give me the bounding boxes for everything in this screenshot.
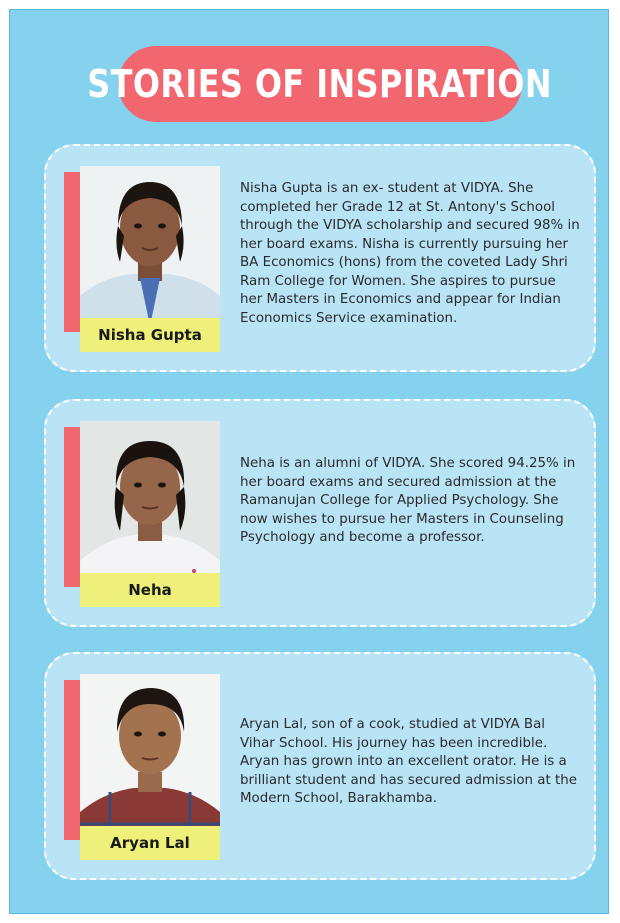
poster-frame xyxy=(10,10,608,913)
portrait-photo xyxy=(80,674,220,860)
story-card-neha xyxy=(44,399,596,627)
accent-bar xyxy=(64,172,80,332)
story-text: Nisha Gupta is an ex- student at VIDYA. She completed her Grade 12 at St. Antony's School through the VIDYA scholarship and secured 98% in her board exams. Nisha is currently pursuing her BA Economics (hons) from the coveted Lady Shri Ram College for Women. She aspires to pursue her Masters in Economics and appear for Indian Economics Service examination. xyxy=(240,181,580,326)
accent-bar xyxy=(64,680,80,840)
story-card-nisha xyxy=(44,144,596,372)
student-name: Aryan Lal xyxy=(80,826,220,860)
title-banner xyxy=(87,46,553,122)
portrait-photo xyxy=(80,421,220,607)
portrait-photo xyxy=(80,166,220,352)
student-name: Neha xyxy=(80,573,220,607)
story-text: Aryan Lal, son of a cook, studied at VIDYA Bal Vihar School. His journey has been incredible. Aryan has grown into an excellent orator. He is a brilliant student and has secured admission at the Modern School, Barakhamba. xyxy=(240,717,577,806)
student-name: Nisha Gupta xyxy=(80,318,220,352)
page-title: STORIES OF INSPIRATION xyxy=(87,62,553,106)
story-card-aryan xyxy=(44,652,596,880)
accent-bar xyxy=(64,427,80,587)
story-text: Neha is an alumni of VIDYA. She scored 94.25% in her board exams and secured admission at the Ramanujan College for Applied Psychology. She now wishes to pursue her Masters in Counseling Psychology and become a professor. xyxy=(240,456,576,545)
